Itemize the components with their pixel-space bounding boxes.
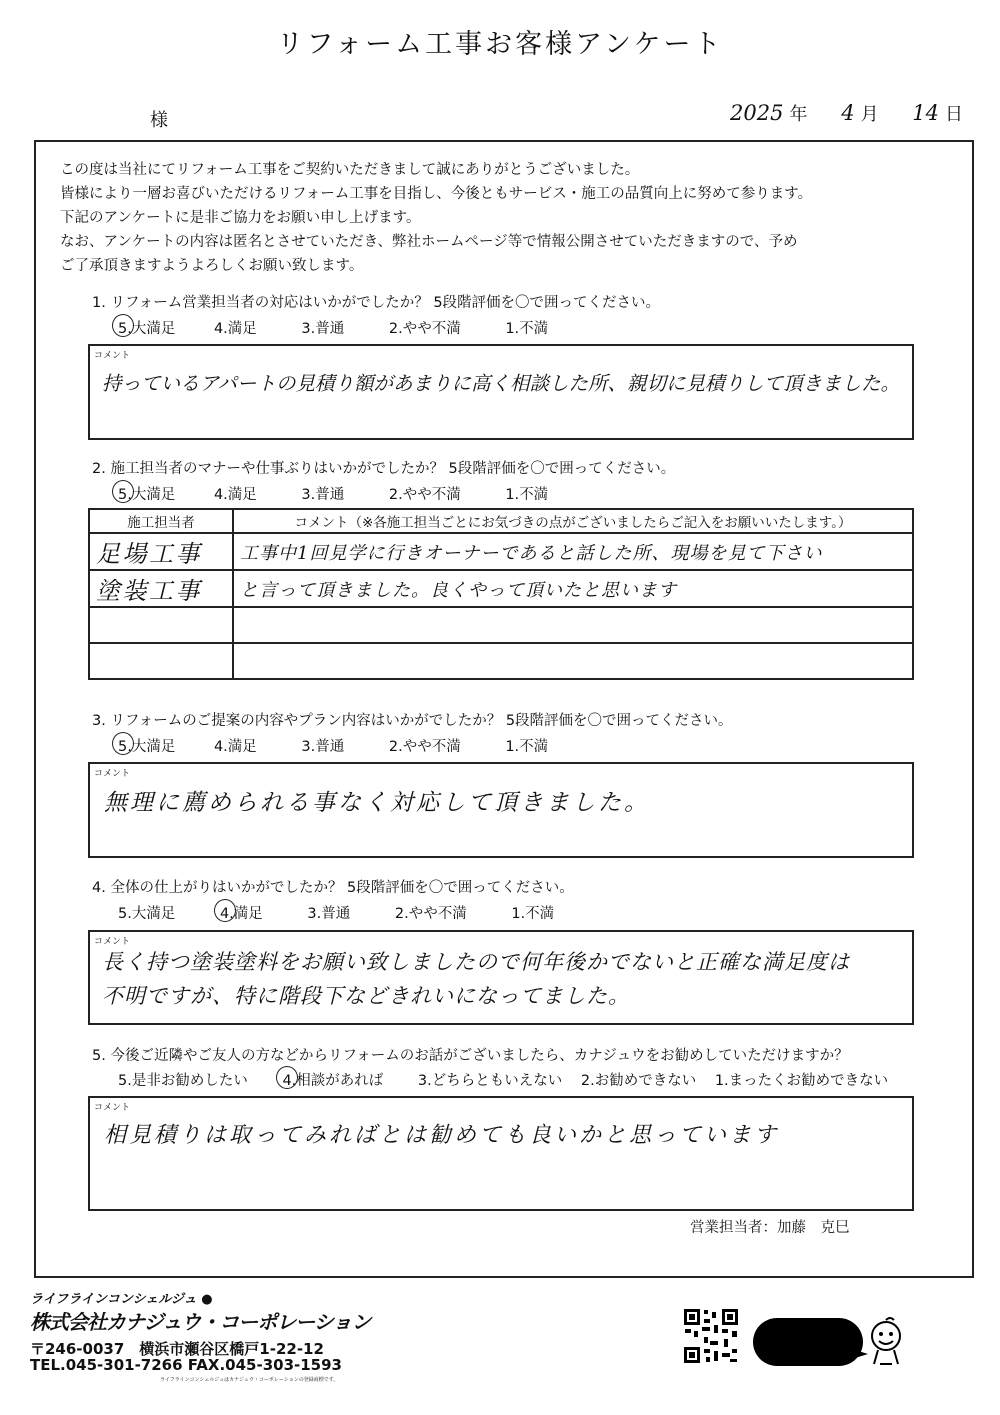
q1-comment: 持っているアパートの見積り額があまりに高く相談した所、親切に見積りして頂きました。 [102,372,900,395]
table-row [89,607,913,643]
customer-salutation: 様 [150,110,168,131]
date-month: 4 [841,101,855,125]
q1-option-5[interactable]: 5.大満足 [118,317,175,338]
q3-option-1[interactable]: 1.不満 [505,739,549,755]
company-phone: TEL.045-301-7266 FAX.045-303-1593 [30,1356,342,1374]
date-year: 2025 [730,101,784,125]
crew-worker[interactable]: 塗装工事 [89,570,233,607]
q1-option-2[interactable]: 2.やや不満 [388,321,461,337]
q4-options [118,902,554,923]
table-row [89,643,913,679]
crew-comment[interactable] [233,643,913,679]
crew-comment-table [88,508,914,680]
crew-worker[interactable] [89,643,233,679]
q5-options [118,1069,888,1090]
crew-header-comment: コメント（※各施工担当ごとにお気づきの点がございましたらご記入をお願いいたします。） [233,509,913,533]
q4-comment-line-1: 長く持つ塗装塗料をお願い致しましたので何年後かでないと正確な満足度は [102,950,850,974]
q2-option-2[interactable]: 2.やや不満 [388,487,461,503]
question-4: 4. 全体の仕上がりはいかがでしたか？ 5段階評価を〇で囲ってください。 [92,880,574,896]
qr-code-icon [682,1307,740,1365]
company-name: 株式会社カナジュウ・コーポレーション [30,1310,371,1334]
q3-option-5[interactable]: 5.大満足 [118,735,175,756]
crew-worker[interactable] [89,607,233,643]
q5-option-5[interactable]: 5.是非お勧めしたい [118,1073,248,1089]
q1-option-1[interactable]: 1.不満 [505,321,549,337]
q4-comment-line-2: 不明ですが、特に階段下などきれいになってました。 [102,984,630,1008]
trademark-note: ライフラインコンシェルジュはカナジュウ・コーポレーションの登録商標です。 [160,1377,339,1383]
q3-option-4[interactable]: 4.満足 [213,739,257,755]
crew-comment[interactable]: 工事中1回見学に行きオーナーであると話した所、現場を見て下さい [233,533,913,570]
q3-comment-box[interactable]: コメント 無理に薦められる事なく対応して頂きました。 [88,762,914,858]
q4-comment-box[interactable]: コメント 長く持つ塗装塗料をお願い致しましたので何年後かでないと正確な満足度は 不明ですが、特に階段下などきれいになってました。 [88,930,914,1025]
survey-date: 2025 年 4 月 14 日 [730,101,964,125]
q1-comment-box[interactable]: コメント 持っているアパートの見積り額があまりに高く相談した所、親切に見積りして頂きました。 [88,344,914,440]
speech-bubble-tail [842,1346,868,1362]
table-row [89,533,913,570]
crew-comment[interactable]: と言って頂きました。良くやって頂いたと思います [233,570,913,607]
q1-options [118,317,548,338]
company-address: 〒246-0037 横浜市瀬谷区橋戸1-22-12 [30,1340,324,1358]
q3-option-2[interactable]: 2.やや不満 [388,739,461,755]
table-row [89,570,913,607]
question-2: 2. 施工担当者のマナーや仕事ぶりはいかがでしたか？ 5段階評価を〇で囲ってください。 [92,461,676,477]
sales-staff-name: 加藤 克巳 [777,1220,850,1236]
q1-option-4[interactable]: 4.満足 [213,321,257,337]
q4-option-3[interactable]: 3.普通 [307,906,351,922]
q2-option-5[interactable]: 5.大満足 [118,483,175,504]
q1-option-3[interactable]: 3.普通 [301,321,345,337]
q3-options [118,735,548,756]
q4-option-4[interactable]: 4.満足 [220,902,263,923]
q3-option-3[interactable]: 3.普通 [301,739,345,755]
q4-option-2[interactable]: 2.やや不満 [394,906,467,922]
q2-option-1[interactable]: 1.不満 [505,487,549,503]
q5-comment: 相見積りは取ってみればとは勧めても良いかと思っています [104,1123,780,1148]
mascot-icon [866,1316,906,1372]
q5-option-3[interactable]: 3.どちらともいえない [417,1073,563,1089]
survey-title: リフォーム工事お客様アンケート [276,29,724,60]
intro-text: この度は当社にてリフォーム工事をご契約いただきまして誠にありがとうございました。 皆様により一層お喜びいただけるリフォーム工事を目指し、今後ともサービス・施工の品質向上に努めて参ります。 下記のアンケートに是非ご協力をお願い申し上げます。 なお、アンケートの内容は匿名とさせていただき、弊社ホームページ等で情報公開させていただきますので、予め ご了承頂きますようよろしくお願い致します。 [60,162,813,274]
sales-staff: 営業担当者：加藤 克巳 [690,1220,850,1236]
crew-header-worker: 施工担当者 [89,509,233,533]
q5-option-4[interactable]: 4.相談があれば [282,1069,383,1090]
q2-option-3[interactable]: 3.普通 [301,487,345,503]
q4-option-5[interactable]: 5.大満足 [118,906,176,922]
question-1: 1. リフォーム営業担当者の対応はいかがでしたか？ 5段階評価を〇で囲ってください。 [92,295,661,311]
crew-worker[interactable]: 足場工事 [89,533,233,570]
crew-comment[interactable] [233,607,913,643]
q5-option-1[interactable]: 1.まったくお勧めできない [714,1073,889,1089]
q5-option-2[interactable]: 2.お勧めできない [580,1073,697,1089]
brand-tagline: ライフラインコンシェルジュ ● [30,1292,213,1307]
q2-options [118,483,548,504]
q2-option-4[interactable]: 4.満足 [213,487,257,503]
q4-option-1[interactable]: 1.不満 [511,906,555,922]
question-5: 5. 今後ご近隣やご友人の方などからリフォームのお話がございましたら、カナジュウをお勧めしていただけますか？ [92,1048,849,1064]
question-3: 3. リフォームのご提案の内容やプラン内容はいかがでしたか？ 5段階評価を〇で囲ってください。 [92,713,733,729]
q3-comment: 無理に薦められる事なく対応して頂きました。 [104,790,650,816]
date-day: 14 [912,101,940,125]
q5-comment-box[interactable]: コメント 相見積りは取ってみればとは勧めても良いかと思っています [88,1096,914,1211]
